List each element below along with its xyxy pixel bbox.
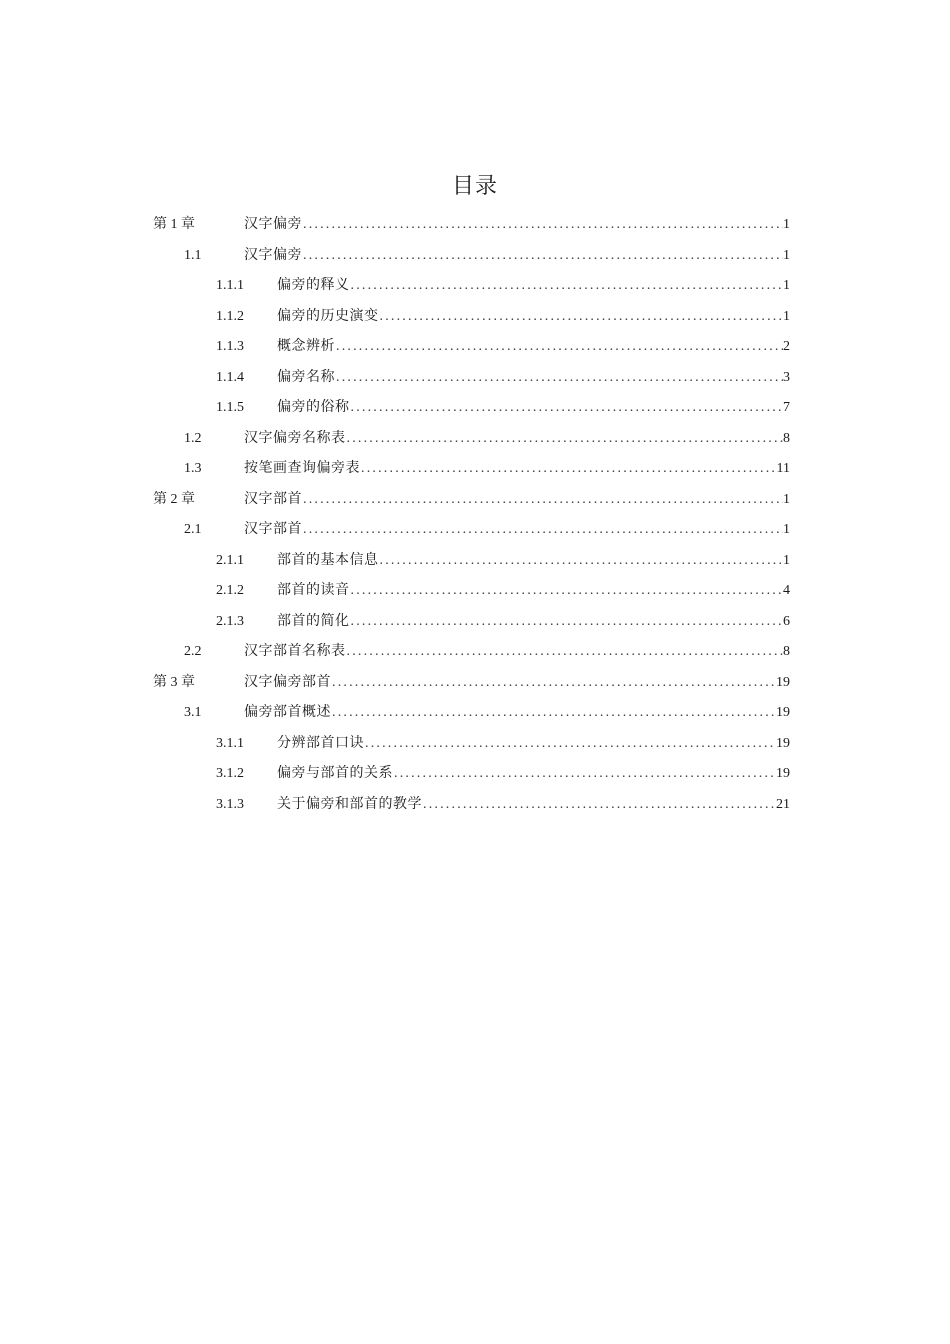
toc-entry-title: 汉字部首 bbox=[244, 491, 302, 507]
toc-dot-leader bbox=[379, 546, 784, 577]
toc-entry-title: 汉字偏旁 bbox=[244, 247, 302, 263]
toc-entry-title: 概念辨析 bbox=[277, 339, 335, 354]
toc-entry-line bbox=[277, 546, 790, 577]
toc-entry-title: 偏旁的俗称 bbox=[277, 400, 350, 415]
toc-entry-page-number: 8 bbox=[783, 644, 790, 659]
toc-entry-number: 1.3 bbox=[184, 461, 202, 476]
toc-entry-line bbox=[244, 698, 790, 729]
toc-entry[interactable] bbox=[0, 668, 950, 699]
toc-entry-title: 汉字偏旁部首 bbox=[244, 674, 331, 690]
toc-entry[interactable] bbox=[0, 241, 950, 272]
toc-dot-leader bbox=[346, 637, 784, 668]
toc-entry-page-number: 11 bbox=[776, 461, 790, 476]
toc-entry-number: 3.1 bbox=[184, 705, 202, 720]
toc-entry-number: 1.1 bbox=[184, 247, 202, 263]
toc-entry-page-number: 19 bbox=[776, 766, 790, 781]
toc-dot-leader bbox=[379, 302, 784, 333]
toc-entry-line bbox=[277, 332, 790, 363]
toc-entry[interactable] bbox=[0, 332, 950, 363]
toc-entry-title: 关于偏旁和部首的教学 bbox=[277, 796, 422, 812]
toc-entry-title: 偏旁部首概述 bbox=[244, 705, 331, 720]
toc-dot-leader bbox=[364, 729, 776, 760]
toc-entry-number: 第 3 章 bbox=[153, 674, 195, 690]
toc-entry[interactable] bbox=[0, 424, 950, 455]
toc-entry-title: 部首的基本信息 bbox=[277, 552, 379, 568]
toc-entry-page-number: 19 bbox=[776, 705, 790, 720]
toc-dot-leader bbox=[350, 393, 784, 424]
table-of-contents bbox=[0, 210, 950, 820]
toc-entry-number: 2.2 bbox=[184, 644, 202, 659]
toc-entry-page-number: 7 bbox=[783, 400, 790, 415]
toc-dot-leader bbox=[346, 424, 784, 455]
toc-entry-number: 1.1.3 bbox=[216, 339, 244, 354]
toc-entry-page-number: 1 bbox=[783, 522, 790, 537]
toc-entry-number: 1.1.4 bbox=[216, 369, 244, 385]
toc-entry[interactable] bbox=[0, 210, 950, 241]
toc-entry-line bbox=[277, 302, 790, 333]
toc-entry-line bbox=[244, 668, 790, 699]
toc-entry-line bbox=[244, 210, 790, 241]
page-title: 目录 bbox=[451, 174, 498, 199]
toc-entry-page-number: 1 bbox=[783, 278, 790, 293]
toc-entry-line bbox=[277, 363, 790, 394]
toc-dot-leader bbox=[350, 576, 784, 607]
toc-entry-page-number: 19 bbox=[776, 735, 790, 751]
toc-entry-page-number: 1 bbox=[783, 247, 790, 263]
toc-entry-title: 汉字偏旁名称表 bbox=[244, 430, 346, 446]
toc-entry-page-number: 6 bbox=[783, 613, 790, 629]
toc-dot-leader bbox=[422, 790, 776, 821]
toc-entry-line bbox=[244, 241, 790, 272]
toc-entry-line bbox=[277, 759, 790, 790]
toc-dot-leader bbox=[331, 668, 776, 699]
toc-entry-page-number: 4 bbox=[783, 583, 790, 598]
toc-entry[interactable] bbox=[0, 729, 950, 760]
toc-entry-page-number: 19 bbox=[776, 674, 790, 690]
toc-entry-line bbox=[244, 424, 790, 455]
toc-entry-number: 3.1.3 bbox=[216, 796, 244, 812]
toc-entry-line bbox=[277, 790, 790, 821]
toc-entry[interactable] bbox=[0, 271, 950, 302]
toc-entry-page-number: 1 bbox=[783, 491, 790, 507]
toc-entry-number: 3.1.1 bbox=[216, 735, 244, 751]
toc-entry-line bbox=[277, 393, 790, 424]
toc-entry-number: 2.1 bbox=[184, 522, 202, 537]
toc-entry-number: 1.1.1 bbox=[216, 278, 244, 293]
toc-entry-title: 汉字部首 bbox=[244, 522, 302, 537]
toc-entry[interactable] bbox=[0, 393, 950, 424]
toc-dot-leader bbox=[302, 485, 783, 516]
toc-entry-title: 汉字偏旁 bbox=[244, 217, 302, 232]
toc-entry[interactable] bbox=[0, 363, 950, 394]
toc-entry-page-number: 3 bbox=[783, 369, 790, 385]
toc-dot-leader bbox=[393, 759, 776, 790]
toc-entry-line bbox=[277, 576, 790, 607]
toc-entry-page-number: 8 bbox=[783, 430, 790, 446]
toc-dot-leader bbox=[302, 515, 783, 546]
toc-entry[interactable] bbox=[0, 454, 950, 485]
toc-entry-title: 偏旁的历史演变 bbox=[277, 308, 379, 324]
toc-dot-leader bbox=[302, 210, 783, 241]
toc-entry[interactable] bbox=[0, 576, 950, 607]
toc-dot-leader bbox=[331, 698, 776, 729]
toc-entry-number: 2.1.2 bbox=[216, 583, 244, 598]
toc-entry-number: 2.1.3 bbox=[216, 613, 244, 629]
toc-entry-number: 3.1.2 bbox=[216, 766, 244, 781]
toc-entry[interactable] bbox=[0, 759, 950, 790]
toc-entry-line bbox=[244, 454, 790, 485]
toc-entry-title: 部首的简化 bbox=[277, 613, 350, 629]
toc-entry-title: 偏旁的释义 bbox=[277, 278, 350, 293]
toc-entry-title: 偏旁名称 bbox=[277, 369, 335, 385]
toc-entry-title: 部首的读音 bbox=[277, 583, 350, 598]
toc-entry-line bbox=[277, 729, 790, 760]
toc-entry-line bbox=[277, 607, 790, 638]
toc-dot-leader bbox=[335, 332, 783, 363]
toc-entry-number: 1.2 bbox=[184, 430, 202, 446]
toc-entry-page-number: 1 bbox=[783, 552, 790, 568]
toc-entry[interactable] bbox=[0, 546, 950, 577]
toc-entry-page-number: 21 bbox=[776, 796, 790, 812]
toc-entry[interactable] bbox=[0, 485, 950, 516]
toc-entry-page-number: 1 bbox=[783, 217, 790, 232]
toc-entry[interactable] bbox=[0, 607, 950, 638]
toc-entry[interactable] bbox=[0, 637, 950, 668]
toc-entry-title: 分辨部首口诀 bbox=[277, 735, 364, 751]
toc-entry-number: 1.1.2 bbox=[216, 308, 244, 324]
toc-entry[interactable] bbox=[0, 790, 950, 821]
toc-entry-title: 按笔画查询偏旁表 bbox=[244, 461, 360, 476]
toc-entry-line bbox=[244, 637, 790, 668]
toc-dot-leader bbox=[350, 607, 784, 638]
toc-entry-number: 1.1.5 bbox=[216, 400, 244, 415]
toc-dot-leader bbox=[350, 271, 784, 302]
toc-entry-number: 2.1.1 bbox=[216, 552, 244, 568]
toc-entry-page-number: 2 bbox=[783, 339, 790, 354]
toc-entry-title: 汉字部首名称表 bbox=[244, 644, 346, 659]
toc-entry-page-number: 1 bbox=[783, 308, 790, 324]
toc-entry[interactable] bbox=[0, 698, 950, 729]
toc-entry-title: 偏旁与部首的关系 bbox=[277, 766, 393, 781]
toc-entry-line bbox=[244, 515, 790, 546]
toc-entry[interactable] bbox=[0, 515, 950, 546]
toc-dot-leader bbox=[335, 363, 783, 394]
toc-dot-leader bbox=[360, 454, 777, 485]
toc-entry-line bbox=[277, 271, 790, 302]
toc-dot-leader bbox=[302, 241, 783, 272]
toc-entry-number: 第 1 章 bbox=[153, 217, 195, 232]
toc-entry-line bbox=[244, 485, 790, 516]
toc-entry[interactable] bbox=[0, 302, 950, 333]
toc-entry-number: 第 2 章 bbox=[153, 491, 195, 507]
